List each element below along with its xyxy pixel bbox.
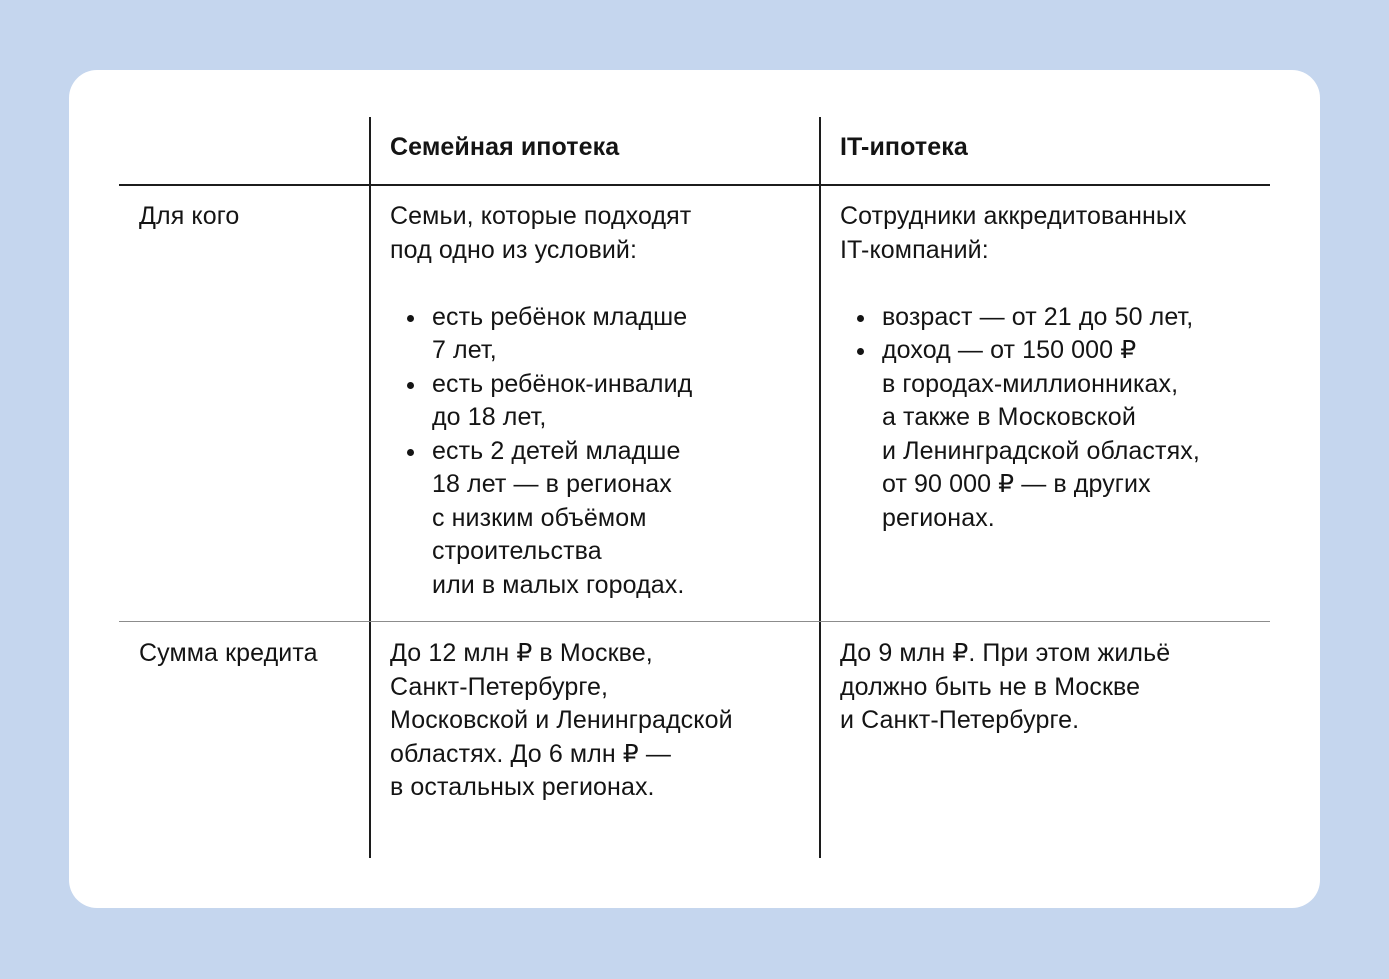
row-divider — [119, 621, 1270, 622]
family-eligibility-intro: Семьи, которые подходят под одно из условий: — [390, 202, 692, 264]
it-eligibility-cell — [840, 200, 1270, 535]
family-eligibility-list — [390, 301, 810, 603]
list-item: есть 2 детей младше 18 лет — в регионах с низким объёмом строительства или в малых городах. — [390, 435, 810, 603]
comparison-table — [119, 117, 1270, 858]
content-card — [69, 70, 1320, 908]
list-item: возраст — от 21 до 50 лет, — [840, 301, 1270, 335]
row-label-loan-amount: Сумма кредита — [139, 639, 318, 667]
list-item: есть ребёнок младше 7 лет, — [390, 301, 810, 368]
family-eligibility-cell — [390, 200, 810, 602]
row-label-for-whom: Для кого — [139, 202, 240, 230]
family-loan-amount: До 12 млн ₽ в Москве, Санкт-Петербурге, Московской и Ленинградской областях. До 6 млн ₽ — в остальных регионах. — [390, 639, 733, 801]
header-family-mortgage: Семейная ипотека — [390, 133, 620, 161]
column-divider-2 — [819, 117, 821, 858]
list-item: доход — от 150 000 ₽ в городах-миллионниках, а также в Московской и Ленинградской областях, от 90 000 ₽ — в других регионах. — [840, 334, 1270, 535]
it-eligibility-intro: Сотрудники аккредитованных IT-компаний: — [840, 202, 1187, 264]
list-item: есть ребёнок-инвалид до 18 лет, — [390, 368, 810, 435]
it-loan-amount: До 9 млн ₽. При этом жильё должно быть не в Москве и Санкт-Петербурге. — [840, 639, 1171, 734]
header-it-mortgage: IT-ипотека — [840, 133, 968, 161]
it-eligibility-list — [840, 301, 1270, 536]
header-divider — [119, 184, 1270, 186]
column-divider-1 — [369, 117, 371, 858]
